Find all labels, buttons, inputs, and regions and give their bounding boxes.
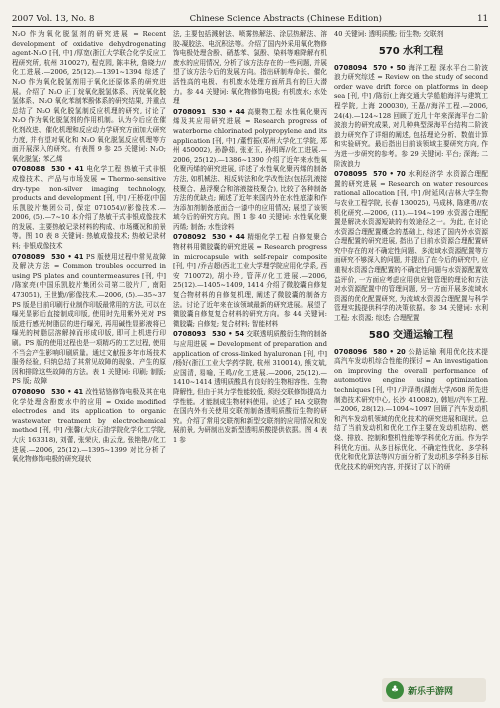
entry-text: 电化学工程 热敏干式非银成像技术、产品与市场发展 = Thermo-sensitive dry-type non-silver imaging technology, products and development [刊, 中] /王桥花(中国乐凯胶片集团公司, 保定 071054)//影像技术.—2006, (5).—7~10 本介绍了热敏干式非银成像技术的发展、主要热敏记录材料的构成、市场概况和前景等。图 10 表 8 关键词: 热敏成像技术; 热敏记录材料; 非银成像技术: [12, 165, 166, 251]
entry-text: 交联透明质酸衍生物的制备与应用进展 = Development of preparation and application of cross-linked hyaluronan [刊, 中] /杨好(浙江工业大学药学院, 杭州 310014), 熊文斌, 应国清, 易喻, 王鸣//化工进展.—2006, 25(12).—1410~1414 透明质酸具有良好的生物相容性、生物降解性, 但由于其力学性能较低, 须经交联修饰提高力学性能。才能制成生物材料使用。论述了 HA 交联物在国内外有关使用交联剂制备透明质酸衍生物的研究。介绍了常用交联剂和新型交联剂的应用情况和发展前景, 为研制出发新型透明质酸提供依据。图 4 表 1 参: [173, 330, 327, 444]
entry-text: 改性钴铬修饰电极及其在电化学处理含酚废水中的应用 = Oxide modified electrodes and its application to organic wastewater treatment by electrochemical method [刊, 中] /张馨(大庆石油学院化学化工学院, 大庆 163318), 刘蕾, 张荣庆, 曲云龙, 张艳艳//化工进展.—2006, 25(12).—1395~1399 对比分析了氧化物修饰电极的研究现状: [12, 387, 166, 464]
entry-id: 0708096: [334, 347, 368, 356]
entry-id: 0708090: [12, 387, 46, 396]
watermark-text: 新乐手游网: [408, 686, 454, 697]
entry-text: PS 版使用过程中常见故障及解决方法 = Common troubles occurred in using PS plates and countermeasures [刊, 中] /陈家亮(中国乐凯胶片集团公司第二胶片厂, 南阳 473051), 王世勤//影像技术.—2006, (5).—35~37 PS 版是目前印刷行业制作印版最常用的方法, 可以在曝光显影后直接制成印版, 使用时先用紫外光对 PS 版进行感光树脂层的进行曝光, 再用碱性显影液将已曝光的树脂层溶解掉而形成印版, 即可上机进行印刷。PS 版的使用过程也是一项精巧的工艺过程, 使用不当会产生影响印刷质量。通过文献报多年市场技术服务经验, 归纳总结了其常见故障的现象、产生的原因和排除这些故障的方法。表 1 关键词: 印刷; 制版; PS 版; 故障: [12, 252, 166, 386]
entry-classification: 530 • 44: [212, 107, 245, 116]
abstract-entry: [173, 108, 327, 233]
page-header: [12, 10, 488, 27]
entry-text: 海洋工程 深水平台二阶波浪力研究综述 = Review on the study of second order wave drift force on platforms in deep sea [刊, 中] /陈衍(上海交通大学船舶海洋与建筑工程学院, 上海 200030), 王磊//海洋工程.—2006, 24(4).—124~128 回顾了近几十年来深海平台二阶波浪力的研究成果, 对几种典型深海平台结构二阶波浪力研究作了详细的阐述, 包括理论分析、数值计算和实验研究。最后指出目前该领域主要研究方向, 作为进一步研究的参考。参 29 关键词: 平台; 深海; 二阶波浪力: [334, 63, 488, 168]
header-volume: 2007 Vol. 13, No. 8: [12, 14, 95, 24]
abstract-continuation: N₂O 作为氧化脱氢剂的研究进展 = Recent development of oxidative dehydrogenating agent-N₂O [刊, 中] /厚宽(浙江大学联合化学反应工程研究所, 杭州 310027), 程克园, 陈丰秋, 詹晓力//化工进展.—2006, 25(12).—1391~1394 综述了 N₂O 作为氧化脱氢剂用于氧化还原体系的研究进展。介绍了 N₂O 正丁烷氧化脱氢体系、丙烷氧化脱氢体系、N₂O 氧化苯制苯酚体系的研究结果, 并重点总结了 N₂O 氧化脱氢制反应机理的研究, 讨论了 N₂O 作为氧化脱氢剂的作用机制。认为今后应在催化剂改进、催化机理和反应动力学研究方面加大研究力度, 并有望对氧化和 N₂O 氧化脱氢反应机理等方面开展深入的研究。有表图 9 参 25 关键词: N₂O; 氧化脱氢; 苯乙烯: [12, 30, 166, 163]
entry-classification: 580 • 20: [373, 347, 406, 356]
abstract-entry: [334, 170, 488, 324]
entry-classification: 570 • 50: [373, 63, 406, 72]
abstract-entry: [334, 348, 488, 473]
column-2: [173, 30, 327, 696]
section-title: 580 交通运输工程: [368, 329, 454, 341]
entry-id: 0708094: [334, 63, 368, 72]
watermark-logo-icon: ♣: [386, 681, 404, 699]
entry-classification: 530 • 44: [212, 233, 245, 242]
article-columns: [12, 30, 488, 696]
abstract-continuation: 40 关键词: 透明质酸; 衍生物; 交联剂: [334, 30, 444, 38]
header-page-number: 11: [477, 14, 488, 24]
entry-classification: 530 • 41: [51, 165, 84, 174]
entry-id: 0708092: [173, 233, 207, 242]
abstract-entry: [12, 253, 166, 387]
column-3: [334, 30, 488, 696]
abstract-entry: [334, 64, 488, 170]
entry-classification: 570 • 70: [373, 170, 406, 179]
column-1: [12, 30, 166, 696]
entry-classification: 530 • 41: [51, 387, 84, 396]
abstract-entry: [173, 330, 327, 445]
entry-id: 0708093: [173, 330, 207, 339]
abstract-continuation: 法, 主要包括溅射法、喷雾热解法、涂层热解法、溶胶-凝胶法、电沉积法等。介绍了国内外采用氧化物修饰电极处理含酚、硝基苯、氯酚、染料等难降解有机废水的应用情况, 分析了该方法存在的一些问题, 并展望了该方法今后的发展方向。指出研制寿命长、催化活性高的电极、有机废水处理方面所具有的巨大潜力。参 44 关键词: 氧化物修饰电极; 有机废水; 水处理: [173, 30, 327, 106]
entry-text: 高聚物工程 水性氧化聚丙烯及其应用研究进展 = Research progress of waterborne chlorinated polypropylene and its application [刊, 中] /董哲振(郑州大学化工学院, 郑州 450002), 孙静茹, 张亚玉, 孙明晖//化工进展.—2006, 25(12).—1386~1390 介绍了近年来水性氧化聚丙烯的研究进展, 详述了水性氧化聚丙烯的制备方法, 如机械法、相反转法和化学改性法(包括乳液接枝聚合、悬浮聚合和溶液接枝聚合), 比较了各种制备方法的优缺点; 阐述了近年来国内外在水性底漆和作为添加剂制备底面合一漆中的应用情况; 展望了该领域今后的研究方向。图 1 参 40 关键词: 水性氧化聚丙烯; 制备; 水性涂料: [173, 107, 327, 231]
header-journal: Chinese Science Abstracts (Chinese Edition): [189, 14, 382, 24]
entry-classification: 530 • 41: [51, 252, 84, 261]
abstract-entry: [173, 233, 327, 329]
site-watermark: [382, 678, 486, 702]
entry-text: 公路运输 利用优化技术提高汽车发动机综合性能的探讨 = An investigation on improving the overall performance of automotive engine using optimization techniques [刊, 中] /尹泽勇(湖南大学/608 所先进制造技术研究中心, 长沙 410082), 韩旭//汽车工程.—2006, 28(12).—1094~1097 回顾了汽车发动机和汽车发动机领域的优化技术的研究进展和现状。总结了当前发动机和优化工作主要在发动机结构、燃烧、排放、控制和整机性能等学科优化方面。作为学科优化方面。从多目标优化、不确定性优化、多学科优化和优化算法等四方面分析了发动机多学科多目标优化技术的研究内容, 并探讨了以下的研: [334, 347, 488, 471]
entry-id: 0708095: [334, 170, 368, 179]
section-title: 570 水利工程: [378, 45, 444, 57]
entry-classification: 530 • 54: [212, 330, 245, 339]
entry-id: 0708091: [173, 107, 207, 116]
abstract-entry: [12, 388, 166, 465]
entry-id: 0708089: [12, 252, 46, 261]
entry-text: 精细化学工程 自修复聚合物材料用微胶囊的研究进展 = Research progress in microcapsule with self-repair composite [刊, 中] /乔吉超(西北工业大学理学院应用化学系, 西安 710072), 胡小玲, 管萍//化工进展.—2006, 25(12).—1405~1409, 1414 介绍了微胶囊自修复复合物材料的自修复机理, 阐述了微胶囊的制备方法。讨论了近年来在该领域最新的研究进展。展望了微胶囊自修复复合材料的研究方向。参 44 关键词: 微胶囊; 自修复; 复合材料; 智能材料: [173, 233, 327, 328]
entry-id: 0708088: [12, 165, 46, 174]
abstract-entry: [12, 165, 166, 251]
entry-text: 水利经济学 水资源合理配置的研究进展 = Research on water resources rational allocation [刊, 中] /时延风(吉林大学生物与农业工程学院, 长春 130025), 马成林, 陈建勇//农机化研究.—2006, (11).—194~199 水资源合理配置是解决水资源短缺的有效途径之一。为此, 在讨论水资源合理配置概念的基础上, 综述了国内外水资源合理配置的研究进展, 指出了目前水资源合理配置研究中存在的对不确定性问题、多流域水资源配置等方面研究不够深入的问题, 并提出了在今后的研究中, 应重视水资源合理配置的不确定性问题与水资源配置效益评价, 一方面应考虑应用供应链管理的理论和方法对水资源配置中的管理问题, 另一方面开展多流域水资源的优化配置研究, 为流域水资源合理配置与科学管理实践提供科学的决策依据。参 34 关键词: 水利工程; 水资源; 综述; 合理配置: [334, 170, 488, 323]
